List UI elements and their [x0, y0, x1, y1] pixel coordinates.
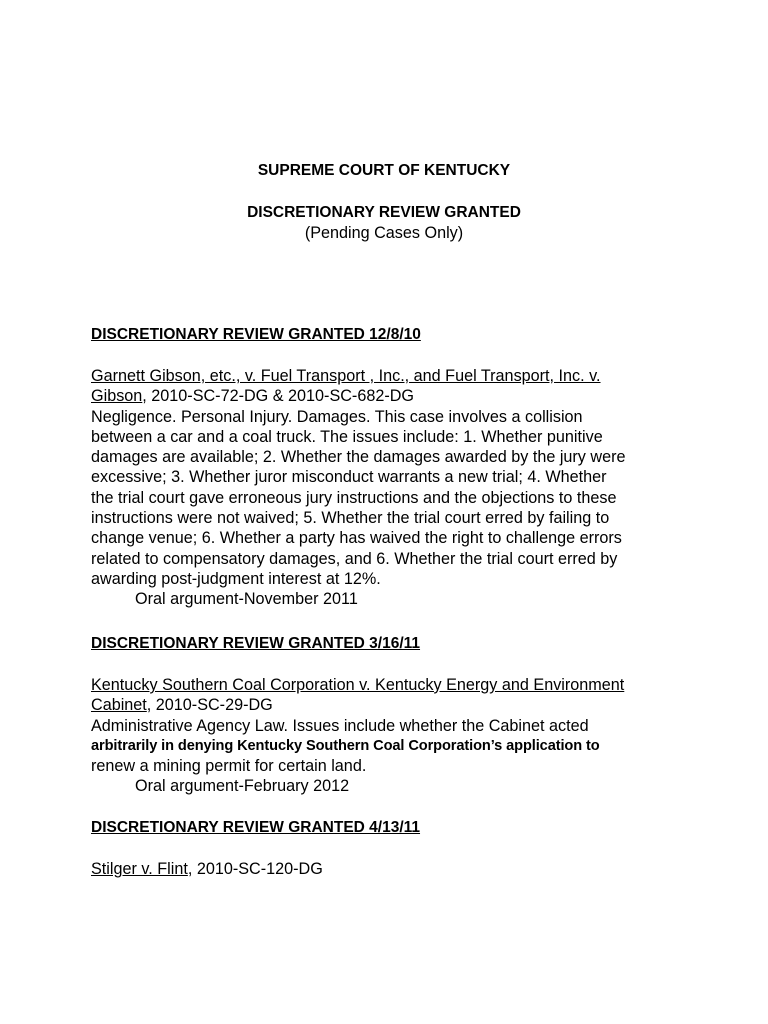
case-number: , 2010-SC-29-DG	[146, 696, 273, 715]
document-title: DISCRETIONARY REVIEW GRANTED	[247, 204, 521, 221]
description-line: Negligence. Personal Injury. Damages. This case involves a collision	[91, 407, 583, 426]
case-title-line	[91, 695, 681, 715]
oral-argument: Oral argument-February 2012	[135, 777, 350, 796]
case-title-line	[91, 859, 681, 879]
case-entry-gibson	[91, 366, 681, 610]
section-heading-3-16-11: DISCRETIONARY REVIEW GRANTED 3/16/11	[91, 635, 421, 652]
case-number: , 2010-SC-72-DG & 2010-SC-682-DG	[142, 387, 414, 406]
description-line: damages are available; 2. Whether the damages awarded by the jury were	[91, 448, 626, 467]
section-heading-4-13-11: DISCRETIONARY REVIEW GRANTED 4/13/11	[91, 819, 421, 836]
document-subtitle: (Pending Cases Only)	[304, 224, 464, 242]
description-line: between a car and a coal truck. The issues include: 1. Whether punitive	[91, 427, 603, 446]
oral-argument: Oral argument-November 2011	[135, 590, 358, 609]
case-number: , 2010-SC-120-DG	[187, 860, 323, 878]
description-line: excessive; 3. Whether juror misconduct warrants a new trial; 4. Whether	[91, 468, 607, 487]
description-line: renew a mining permit for certain land.	[91, 757, 367, 776]
description-line: instructions were not waived; 5. Whether the trial court erred by failing to	[91, 509, 610, 528]
case-title-party: Gibson	[91, 387, 143, 406]
court-name: SUPREME COURT OF KENTUCKY	[257, 162, 511, 179]
case-entry-kentucky-southern-coal	[91, 675, 681, 797]
description-line: arbitrarily in denying Kentucky Southern Coal Corporation’s application to	[91, 737, 600, 754]
description-line: change venue; 6. Whether a party has waived the right to challenge errors	[91, 529, 622, 548]
case-title-party: Cabinet	[91, 696, 147, 715]
description-line: awarding post-judgment interest at 12%.	[91, 569, 381, 588]
case-entry-stilger	[91, 859, 681, 879]
case-title-line: Kentucky Southern Coal Corporation v. Kentucky Energy and Environment	[91, 676, 625, 694]
description-line: the trial court gave erroneous jury instructions and the objections to these	[91, 488, 617, 507]
case-title-line	[91, 386, 681, 406]
description-line: Administrative Agency Law. Issues include whether the Cabinet acted	[91, 716, 589, 735]
case-title-party: Stilger v. Flint	[91, 860, 188, 878]
description-line: related to compensatory damages, and 6. Whether the trial court erred by	[91, 549, 618, 568]
section-heading-12-8-10: DISCRETIONARY REVIEW GRANTED 12/8/10	[91, 326, 421, 343]
case-title-line: Garnett Gibson, etc., v. Fuel Transport , Inc., and Fuel Transport, Inc. v.	[91, 367, 601, 385]
